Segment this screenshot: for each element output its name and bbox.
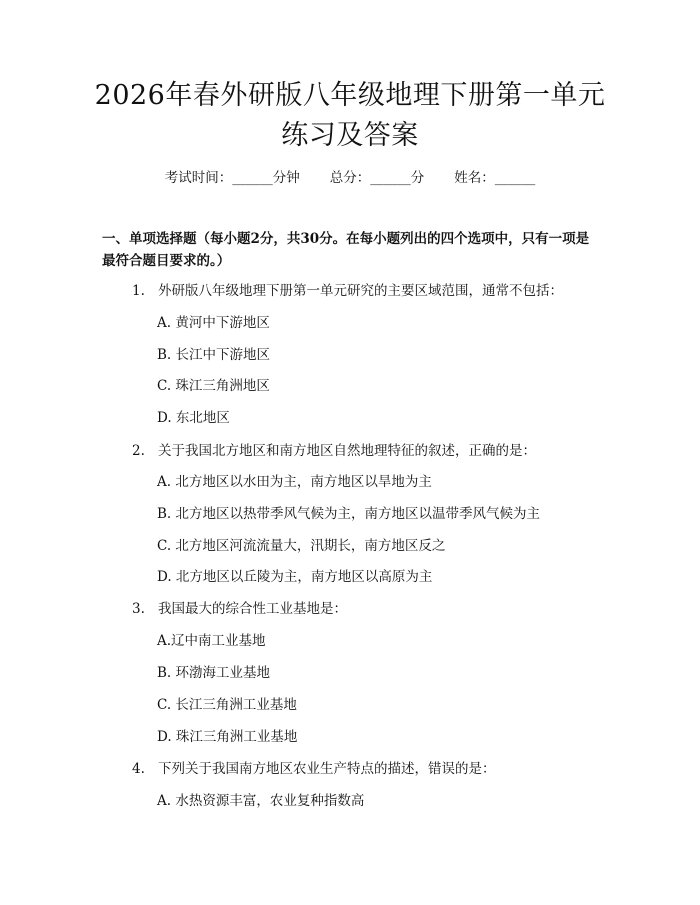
question-number: 4. xyxy=(132,761,145,777)
question-3-option-a: A.辽中南工业基地 xyxy=(157,633,266,649)
question-3-option-d: D. 珠江三角洲工业基地 xyxy=(157,729,298,745)
question-3-option-c: C. 长江三角洲工业基地 xyxy=(157,697,297,713)
question-text: 我国最大的综合性工业基地是： xyxy=(158,601,347,617)
question-1 xyxy=(132,281,602,301)
question-text: 下列关于我国南方地区农业生产特点的描述，错误的是： xyxy=(158,761,496,777)
question-text: 关于我国北方地区和南方地区自然地理特征的叙述，正确的是： xyxy=(158,443,536,459)
question-3 xyxy=(132,599,602,619)
document-title: 2026年春外研版八年级地理下册第一单元练习及答案 xyxy=(94,80,606,151)
exam-info-line xyxy=(0,168,700,188)
section-header: 一、单项选择题（每小题2分，共30分。在每小题列出的四个选项中，只有一项是最符合题目要求的。） xyxy=(102,231,590,269)
question-text: 外研版八年级地理下册第一单元研究的主要区域范围，通常不包括： xyxy=(158,283,563,299)
question-2-option-d: D. 北方地区以丘陵为主，南方地区以高原为主 xyxy=(157,569,433,585)
total-score-field: 总分：______分 xyxy=(329,170,425,186)
question-1-option-b: B. 长江中下游地区 xyxy=(157,347,271,363)
question-number: 3. xyxy=(132,601,145,617)
question-1-option-c: C. 珠江三角洲地区 xyxy=(157,378,270,394)
question-4 xyxy=(132,759,602,779)
question-2 xyxy=(132,441,602,461)
name-field: 姓名：______ xyxy=(454,170,536,186)
question-1-option-d: D. 东北地区 xyxy=(157,410,230,426)
question-2-option-c: C. 北方地区河流流量大，汛期长，南方地区反之 xyxy=(157,538,446,554)
question-number: 1. xyxy=(132,283,145,299)
question-4-option-a: A. 水热资源丰富，农业复种指数高 xyxy=(157,793,365,809)
question-2-option-b: B. 北方地区以热带季风气候为主，南方地区以温带季风气候为主 xyxy=(157,506,541,522)
question-number: 2. xyxy=(132,443,145,459)
question-1-option-a: A. 黄河中下游地区 xyxy=(157,315,270,331)
question-3-option-b: B. 环渤海工业基地 xyxy=(157,665,271,681)
question-2-option-a: A. 北方地区以水田为主，南方地区以旱地为主 xyxy=(157,474,432,490)
exam-time-field: 考试时间：______分钟 xyxy=(164,170,300,186)
